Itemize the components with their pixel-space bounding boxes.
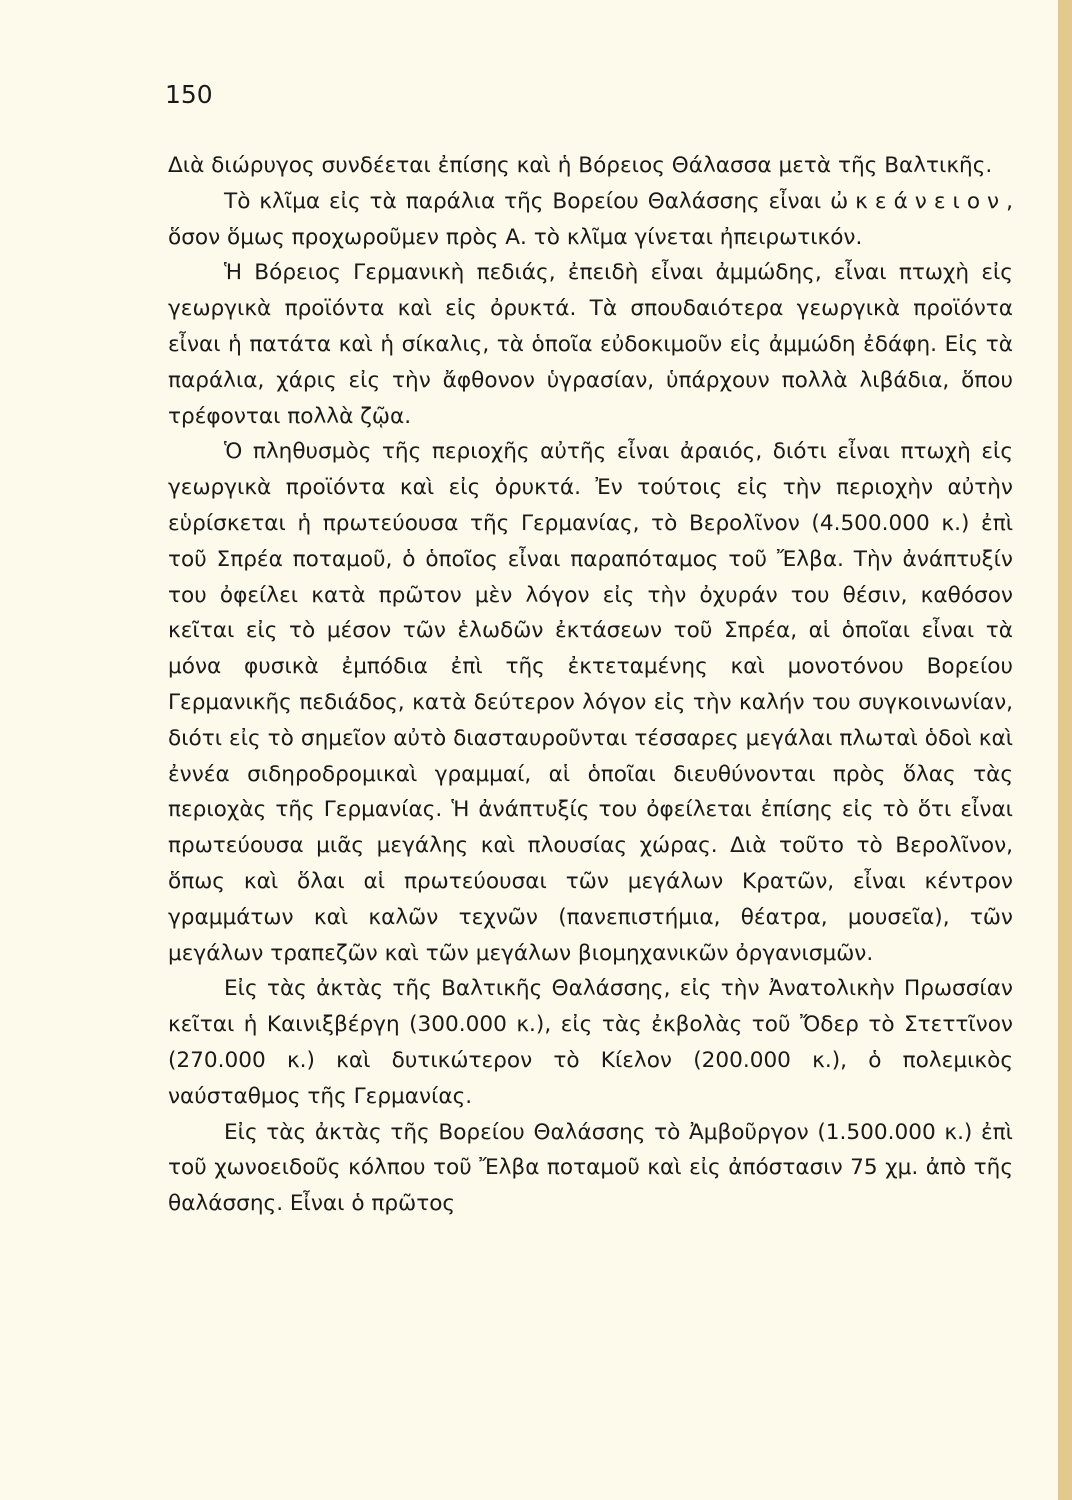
paragraph-climate xyxy=(168,184,1013,256)
paragraph-text-continued: , ὅσον ὅμως προχωροῦμεν πρὸς Α. τὸ κλῖμα γίνεται ἠπειρωτικόν. xyxy=(168,188,1013,250)
page-edge xyxy=(1060,0,1072,1500)
paragraph: Ὁ πληθυσμὸς τῆς περιοχῆς αὐτῆς εἶναι ἀραιός, διότι εἶναι πτωχὴ εἰς γεωργικὰ προϊόντα καὶ εἰς ὀρυκτά. Ἐν τούτοις εἰς τὴν περιοχὴν αὐτὴν εὑρίσκεται ἡ πρωτεύουσα τῆς Γερμανίας, τὸ Βερολῖνον (4.500.000 κ.) ἐπὶ τοῦ Σπρέα ποταμοῦ, ὁ ὁποῖος εἶναι παραπόταμος τοῦ Ἔλβα. Τὴν ἀνάπτυξίν του ὀφείλει κατὰ πρῶτον μὲν λόγον εἰς τὴν ὀχυράν του θέσιν, καθόσον κεῖται εἰς τὸ μέσον τῶν ἑλωδῶν ἐκτάσεων τοῦ Σπρέα, αἱ ὁποῖαι εἶναι τὰ μόνα φυσικὰ ἐμπόδια ἐπὶ τῆς ἐκτεταμένης καὶ μονοτόνου Βορείου Γερμανικῆς πεδιάδος, κατὰ δεύτερον λόγον εἰς τὴν καλήν του συγκοινωνίαν, διότι εἰς τὸ σημεῖον αὐτὸ διασταυροῦνται τέσσαρες μεγάλαι πλωταὶ ὁδοὶ καὶ ἐννέα σιδηροδρομικαὶ γραμμαί, αἱ ὁποῖαι διευθύνονται πρὸς ὅλας τὰς περιοχὰς τῆς Γερμανίας. Ἡ ἀνάπτυξίς του ὀφείλεται ἐπίσης εἰς τὸ ὅτι εἶναι πρωτεύουσα μιᾶς μεγάλης καὶ πλουσίας χώρας. Διὰ τοῦτο τὸ Βερολῖνον, ὅπως καὶ ὅλαι αἱ πρωτεύουσαι τῶν μεγάλων Κρατῶν, εἶναι κέντρον γραμμάτων καὶ καλῶν τεχνῶν (πανεπιστήμια, θέατρα, μουσεῖα), τῶν μεγάλων τραπεζῶν καὶ τῶν μεγάλων βιομηχανικῶν ὀργανισμῶν. xyxy=(168,439,1013,966)
paragraph: Ἡ Βόρειος Γερμανικὴ πεδιάς, ἐπειδὴ εἶναι ἀμμώδης, εἶναι πτωχὴ εἰς γεωργικὰ προϊόντα καὶ εἰς ὀρυκτά. Τὰ σπουδαιότερα γεωργικὰ προϊόντα εἶναι ἡ πατάτα καὶ ἡ σίκαλις, τὰ ὁποῖα εὐδοκιμοῦν εἰς ἀμμώδη ἐδάφη. Εἰς τὰ παράλια, χάρις εἰς τὴν ἄφθονον ὑγρασίαν, ὑπάρχουν πολλὰ λιβάδια, ὅπου τρέφονται πολλὰ ζῷα. xyxy=(168,260,1013,429)
paragraph: Διὰ διώρυγος συνδέεται ἐπίσης καὶ ἡ Βόρειος Θάλασσα μετὰ τῆς Βαλτικῆς. xyxy=(168,153,993,178)
page-number: 150 xyxy=(165,80,213,109)
paragraph-text: Τὸ κλῖμα εἰς τὰ παράλια τῆς Βορείου Θαλάσσης εἶναι xyxy=(224,188,822,214)
paragraph: Εἰς τὰς ἀκτὰς τῆς Βαλτικῆς Θαλάσσης, εἰς τὴν Ἀνατολικὴν Πρωσσίαν κεῖται ἡ Καινιξβέργη (300.000 κ.), εἰς τὰς ἐκβολὰς τοῦ Ὄδερ τὸ Στεττῖνον (270.000 κ.) καὶ δυτικώτερον τὸ Κίελον (200.000 κ.), ὁ πολεμικὸς ναύσταθμος τῆς Γερμανίας. xyxy=(168,976,1013,1109)
emphasized-word: ὠκεάνειον xyxy=(830,188,1007,214)
paragraph: Εἰς τὰς ἀκτὰς τῆς Βορείου Θαλάσσης τὸ Ἀμβοῦργον (1.500.000 κ.) ἐπὶ τοῦ χωνοειδοῦς κόλπου τοῦ Ἔλβα ποταμοῦ καὶ εἰς ἀπόστασιν 75 χμ. ἀπὸ τῆς θαλάσσης. Εἶναι ὁ πρῶτος xyxy=(168,1119,1013,1217)
page-body xyxy=(168,148,1013,1222)
